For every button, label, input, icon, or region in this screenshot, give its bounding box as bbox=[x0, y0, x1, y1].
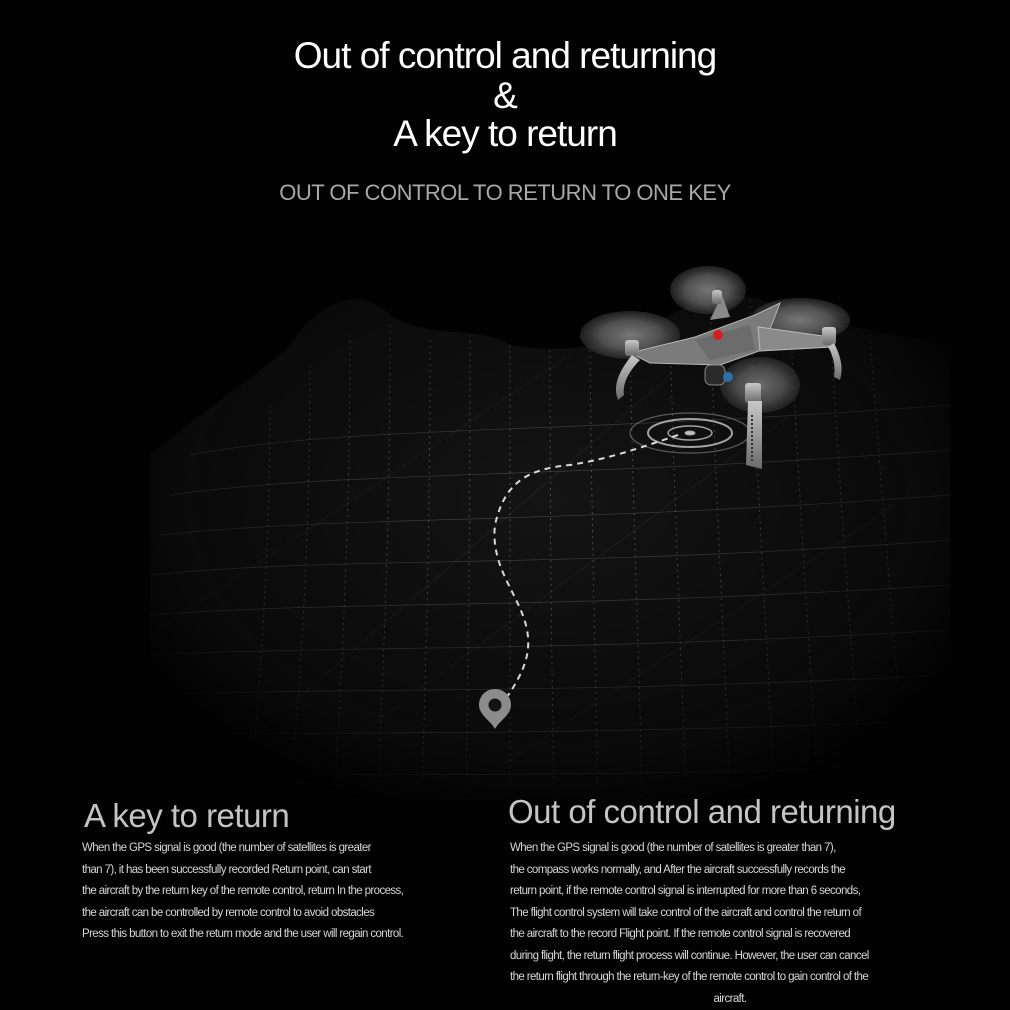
hero-title-line-1: Out of control and returning bbox=[293, 35, 717, 76]
right-section-title: Out of control and returning bbox=[508, 793, 896, 830]
landing-target-rings bbox=[630, 413, 750, 453]
hero-title-line-3: A key to return bbox=[393, 113, 617, 154]
hero-subtitle: OUT OF CONTROL TO RETURN TO ONE KEY bbox=[279, 180, 731, 205]
right-line: during flight, the return flight process will continue. However, the user can cancel bbox=[510, 949, 869, 962]
right-line: aircraft. bbox=[713, 992, 747, 1005]
left-section-title: A key to return bbox=[84, 797, 290, 834]
right-line: The flight control system will take control of the aircraft and control the return of bbox=[510, 906, 862, 919]
terrain-scene bbox=[150, 255, 950, 800]
left-section-description bbox=[82, 838, 482, 946]
hero-title-ampersand: & bbox=[493, 75, 517, 116]
left-line: the aircraft by the return key of the remote control, return In the process, bbox=[82, 885, 404, 897]
right-line: the aircraft to the record Flight point. If the remote control signal is recovered bbox=[510, 928, 851, 940]
wireframe-terrain bbox=[150, 296, 950, 800]
right-line: the compass works normally, and After the aircraft successfully records the bbox=[510, 863, 846, 876]
left-line: the aircraft can be controlled by remote control to avoid obstacles bbox=[82, 906, 375, 919]
left-line: Press this button to exit the return mode and the user will regain control. bbox=[82, 928, 404, 940]
left-line: When the GPS signal is good (the number of satellites is greater bbox=[82, 842, 371, 854]
right-line: return point, if the remote control signal is interrupted for more than 6 seconds, bbox=[510, 885, 861, 897]
drone-return-illustration bbox=[150, 255, 950, 800]
right-line: the return flight through the return-key of the remote control to gain control of the bbox=[510, 971, 869, 983]
right-line: When the GPS signal is good (the number of satellites is greater than 7), bbox=[510, 842, 836, 854]
right-section-description bbox=[510, 838, 950, 1010]
left-line: than 7), it has been successfully recorded Return point, can start bbox=[82, 863, 371, 876]
